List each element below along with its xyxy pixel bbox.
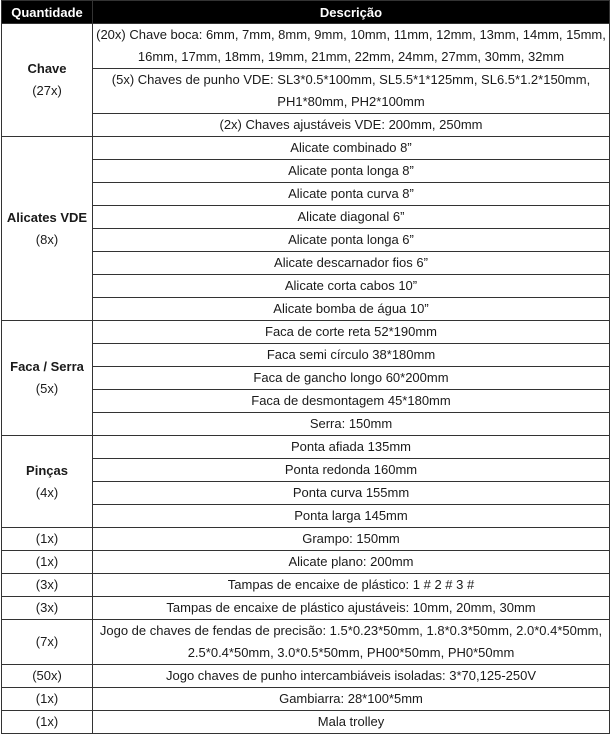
group-name: Pinças [26, 462, 68, 478]
table-row [2, 413, 610, 436]
item-description: Alicate combinado 8” [93, 137, 610, 160]
table-row [2, 436, 610, 459]
table-row [2, 482, 610, 505]
item-quantity: (3x) [2, 597, 93, 620]
table-row [2, 711, 610, 734]
item-quantity: (7x) [2, 620, 93, 665]
header-row [2, 1, 610, 24]
group-count: (27x) [32, 83, 62, 98]
table-row [2, 620, 610, 665]
group-count: (4x) [35, 484, 59, 500]
item-description: Alicate ponta curva 8” [93, 183, 610, 206]
item-description: Faca de corte reta 52*190mm [93, 321, 610, 344]
group-name: Chave [27, 61, 67, 76]
item-quantity: (1x) [2, 688, 93, 711]
item-description: Ponta afiada 135mm [93, 436, 610, 459]
group-cell-faca-serra [2, 321, 93, 436]
table-row [2, 505, 610, 528]
group-count: (8x) [35, 231, 59, 247]
item-description: Alicate ponta longa 6” [93, 229, 610, 252]
group-name: Alicates VDE [6, 209, 88, 225]
table-row [2, 114, 610, 137]
table-row [2, 551, 610, 574]
quantity-header: Quantidade [2, 1, 93, 24]
item-quantity: (1x) [2, 551, 93, 574]
table-row [2, 206, 610, 229]
item-quantity: (3x) [2, 574, 93, 597]
group-name: Faca / Serra [10, 359, 84, 374]
item-description: Alicate diagonal 6” [93, 206, 610, 229]
table-row [2, 160, 610, 183]
description-header: Descrição [93, 1, 610, 24]
table-row [2, 252, 610, 275]
item-description: Tampas de encaixe de plástico: 1 # 2 # 3 # [93, 574, 610, 597]
item-description: Serra: 150mm [93, 413, 610, 436]
table-row [2, 321, 610, 344]
item-description: Ponta larga 145mm [93, 505, 610, 528]
table-row [2, 597, 610, 620]
item-description: Gambiarra: 28*100*5mm [93, 688, 610, 711]
item-quantity: (1x) [2, 711, 93, 734]
item-quantity: (1x) [2, 528, 93, 551]
table-row [2, 24, 610, 69]
item-description: (2x) Chaves ajustáveis VDE: 200mm, 250mm [93, 114, 610, 137]
table-row [2, 69, 610, 114]
item-description: Alicate bomba de água 10” [93, 298, 610, 321]
item-description: Ponta redonda 160mm [93, 459, 610, 482]
table-row [2, 367, 610, 390]
item-description: Faca de gancho longo 60*200mm [93, 367, 610, 390]
table-row [2, 688, 610, 711]
table-row [2, 344, 610, 367]
table-row [2, 137, 610, 160]
item-description: Alicate plano: 200mm [93, 551, 610, 574]
table-row [2, 665, 610, 688]
group-cell-chave [2, 24, 93, 137]
group-cell-alicates [2, 137, 93, 321]
item-description: Faca de desmontagem 45*180mm [93, 390, 610, 413]
item-description: Jogo chaves de punho intercambiáveis isoladas: 3*70,125-250V [93, 665, 610, 688]
item-description: Grampo: 150mm [93, 528, 610, 551]
item-description: Alicate descarnador fios 6” [93, 252, 610, 275]
tool-kit-table [1, 0, 610, 734]
group-count: (5x) [35, 381, 59, 396]
table-row [2, 298, 610, 321]
item-description: Alicate ponta longa 8” [93, 160, 610, 183]
table-row [2, 390, 610, 413]
item-description: Jogo de chaves de fendas de precisão: 1.5*0.23*50mm, 1.8*0.3*50mm, 2.0*0.4*50mm, 2.5*0.4*50mm, 3.0*0.5*50mm, PH00*50mm, PH0*50mm [93, 620, 610, 665]
table-row [2, 528, 610, 551]
item-quantity: (50x) [2, 665, 93, 688]
group-cell-pincas [2, 436, 93, 528]
item-description: Alicate corta cabos 10” [93, 275, 610, 298]
table-row [2, 275, 610, 298]
item-description: Ponta curva 155mm [93, 482, 610, 505]
item-description: Faca semi círculo 38*180mm [93, 344, 610, 367]
table-row [2, 229, 610, 252]
item-description: Mala trolley [93, 711, 610, 734]
item-description: Tampas de encaixe de plástico ajustáveis: 10mm, 20mm, 30mm [93, 597, 610, 620]
item-description: (20x) Chave boca: 6mm, 7mm, 8mm, 9mm, 10mm, 11mm, 12mm, 13mm, 14mm, 15mm, 16mm, 17mm, 18mm, 19mm, 21mm, 22mm, 24mm, 27mm, 30mm, 32mm [93, 24, 610, 69]
table-row [2, 183, 610, 206]
table-row [2, 459, 610, 482]
item-description: (5x) Chaves de punho VDE: SL3*0.5*100mm, SL5.5*1*125mm, SL6.5*1.2*150mm, PH1*80mm, PH2*100mm [93, 69, 610, 114]
table-row [2, 574, 610, 597]
